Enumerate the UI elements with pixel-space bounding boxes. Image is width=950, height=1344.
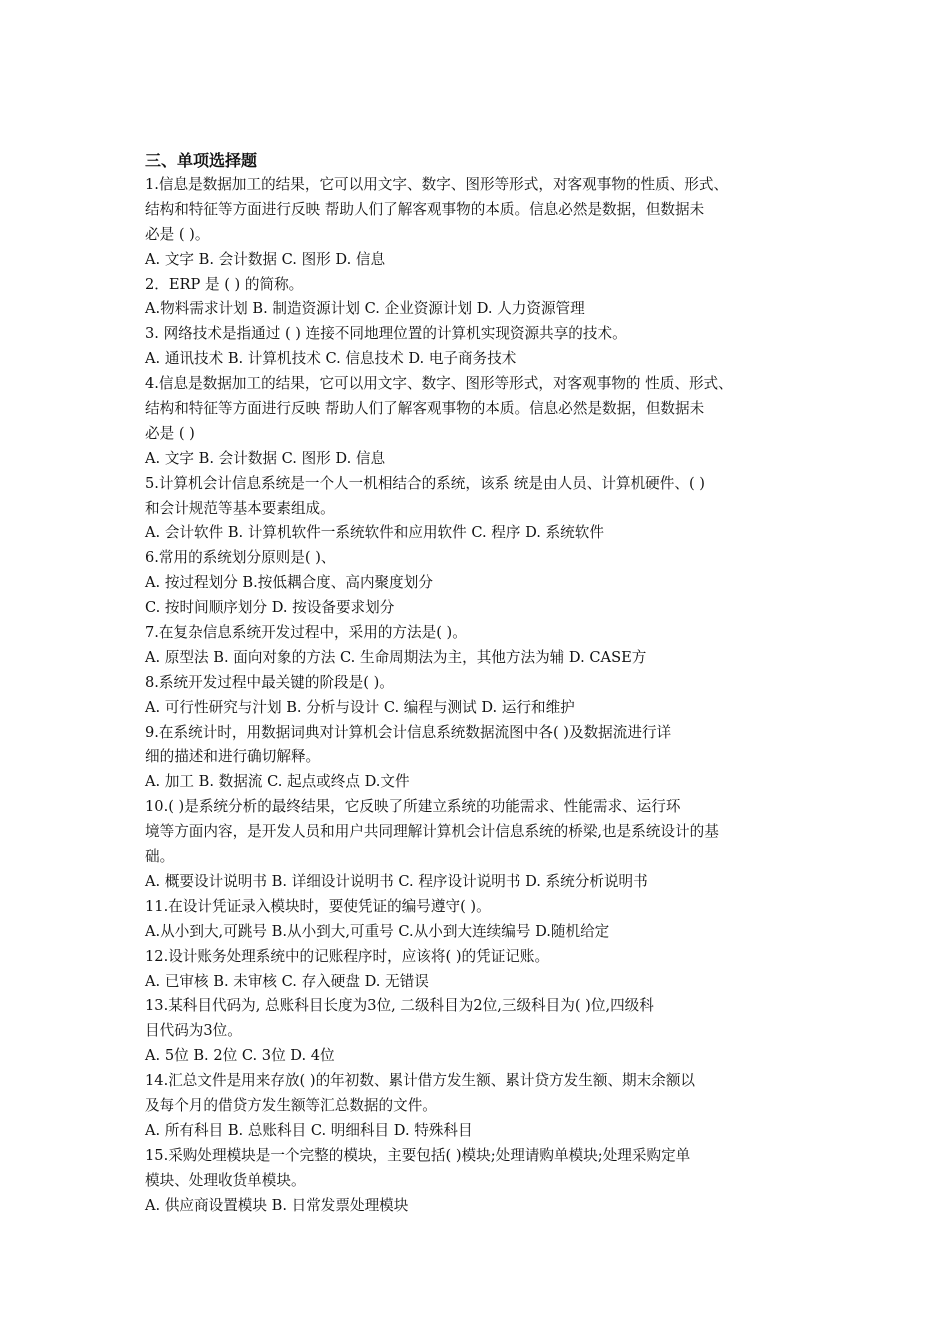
text-line: 8.系统开发过程中最关键的阶段是( )。	[145, 673, 394, 691]
document-page	[145, 148, 815, 1218]
text-line: 5.计算机会计信息系统是一个人一机相结合的系统，该系 统是由人员、计算机硬件、( )	[145, 474, 705, 492]
text-line: A. 按过程划分 B.按低耦合度、高内聚度划分	[145, 574, 433, 592]
text-line: A. 原型法 B. 面向对象的方法 C. 生命周期法为主，其他方法为辅 D. CASE方	[145, 648, 647, 666]
text-line: A. 通讯技术 B. 计算机技术 C. 信息技术 D. 电子商务技术	[145, 350, 517, 368]
text-line: A. 文字 B. 会计数据 C. 图形 D. 信息	[145, 449, 386, 467]
text-line: 9.在系统计时，用数据词典对计算机会计信息系统数据流图中各( )及数据流进行详	[145, 723, 672, 741]
text-line: A.物料需求计划 B. 制造资源计划 C. 企业资源计划 D. 人力资源管理	[145, 300, 585, 318]
text-line: 细的描述和进行确切解释。	[145, 748, 321, 766]
text-line: 12.设计账务处理系统中的记账程序时，应该将( )的凭证记账。	[145, 947, 550, 965]
text-line: 础。	[145, 848, 175, 866]
text-line: 及每个月的借贷方发生额等汇总数据的文件。	[145, 1096, 437, 1114]
text-line: 必是 ( )。	[145, 225, 210, 243]
text-line: 13.某科目代码为, 总账科目长度为3位, 二级科目为2位,三级科目为( )位,四级科	[145, 997, 654, 1015]
text-line: A. 可行性研究与汁划 B. 分析与设计 C. 编程与测试 D. 运行和维护	[145, 698, 575, 716]
text-line: 模块、处理收货单模块。	[145, 1171, 306, 1189]
section-title: 三、单项选择题	[145, 151, 258, 170]
text-line: 和会计规范等基本要素组成。	[145, 499, 335, 517]
text-line: A. 所有科目 B. 总账科目 C. 明细科目 D. 特殊科目	[145, 1121, 473, 1139]
text-line: A. 文字 B. 会计数据 C. 图形 D. 信息	[145, 250, 386, 268]
text-line: 目代码为3位。	[145, 1022, 242, 1040]
text-line: C. 按时间顺序划分 D. 按设备要求划分	[145, 599, 395, 617]
text-line: 4.信息是数据加工的结果，它可以用文字、数字、图形等形式，对客观事物的 性质、形式、	[145, 375, 733, 393]
text-line: A. 供应商设置模块 B. 日常发票处理模块	[145, 1196, 409, 1214]
text-line: 10.( )是系统分析的最终结果，它反映了所建立系统的功能需求、性能需求、运行环	[145, 798, 681, 816]
question-list	[145, 173, 815, 1218]
text-line: 11.在设计凭证录入模块时，要使凭证的编号遵守( )。	[145, 897, 491, 915]
text-line: 结构和特征等方面进行反映 帮助人们了解客观事物的本质。信息必然是数据，但数据未	[145, 400, 705, 418]
text-line: 15.采购处理模块是一个完整的模块，主要包括( )模块;处理请购单模块;处理采购定单	[145, 1146, 691, 1164]
text-line: A.从小到大,可跳号 B.从小到大,可重号 C.从小到大连续编号 D.随机给定	[145, 922, 610, 940]
text-line: A. 概要设计说明书 B. 详细设计说明书 C. 程序设计说明书 D. 系统分析说明书	[145, 872, 648, 890]
text-line: A. 会计软件 B. 计算机软件一系统软件和应用软件 C. 程序 D. 系统软件	[145, 524, 604, 542]
text-line: A. 5位 B. 2位 C. 3位 D. 4位	[145, 1047, 335, 1065]
text-line: 2．ERP 是 ( ) 的简称。	[145, 275, 304, 293]
text-line: 1.信息是数据加工的结果，它可以用文字、数字、图形等形式，对客观事物的性质、形式、	[145, 176, 729, 193]
text-line: 必是 ( )	[145, 424, 195, 442]
text-line: A. 已审核 B. 未审核 C. 存入硬盘 D. 无错误	[145, 972, 429, 990]
text-line: 7.在复杂信息系统开发过程中，采用的方法是( )。	[145, 624, 467, 642]
text-line: A. 加工 B. 数据流 C. 起点或终点 D.文件	[145, 773, 410, 791]
text-line: 结构和特征等方面进行反映 帮助人们了解客观事物的本质。信息必然是数据，但数据未	[145, 200, 705, 218]
text-line: 3. 网络技术是指通过 ( ) 连接不同地理位置的计算机实现资源共享的技术。	[145, 325, 627, 343]
text-line: 14.汇总文件是用来存放( )的年初数、累计借方发生额、累计贷方发生额、期末余额以	[145, 1072, 696, 1090]
text-line: 6.常用的系统划分原则是( )、	[145, 549, 336, 567]
text-line: 境等方面内容，是开发人员和用户共同理解计算机会计信息系统的桥梁,也是系统设计的基	[145, 823, 719, 841]
